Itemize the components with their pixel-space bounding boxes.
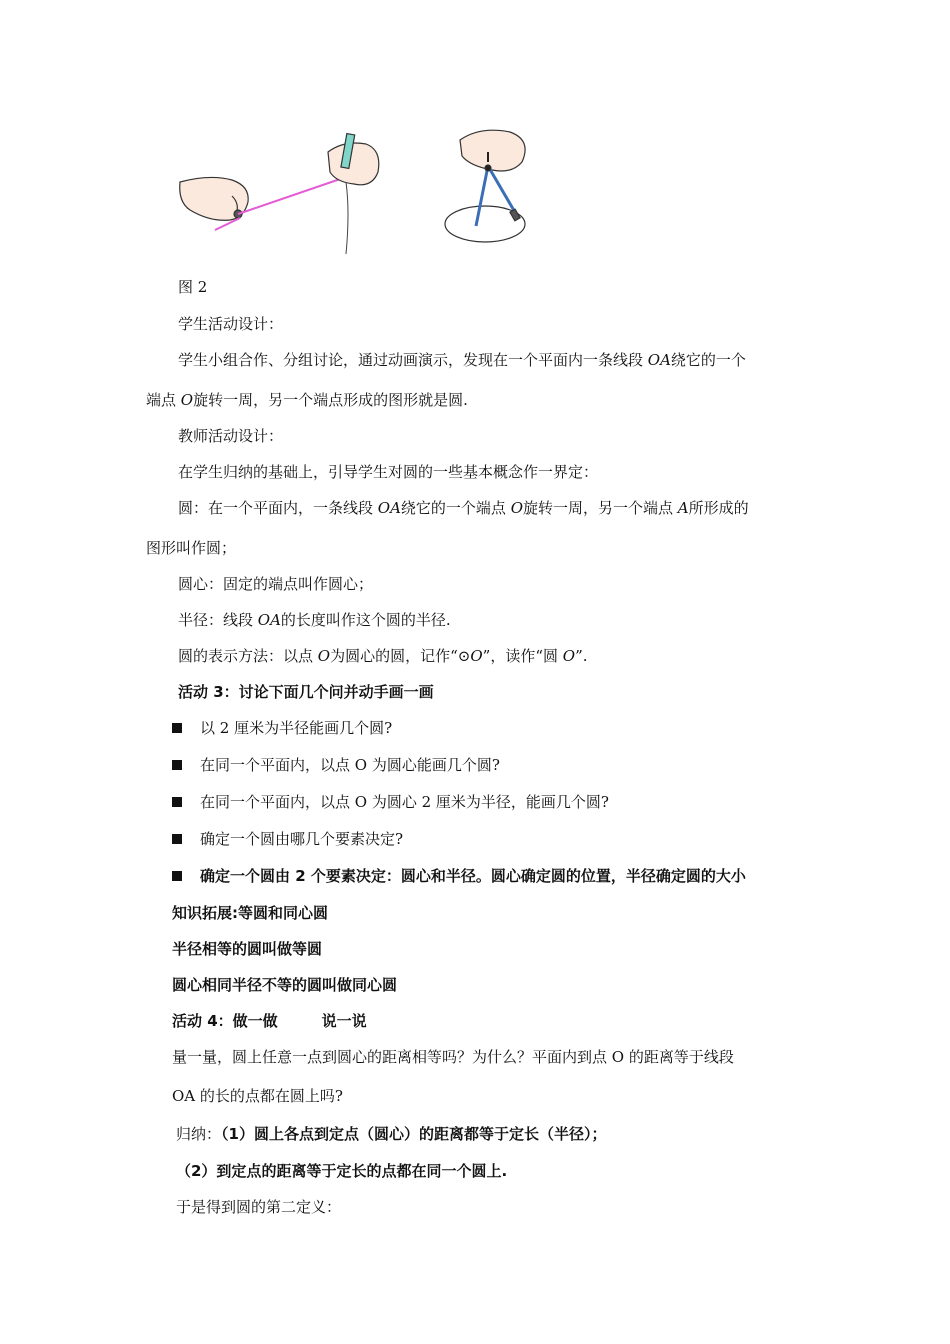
list-item: 确定一个圆由 2 个要素决定：圆心和半径。圆心确定圆的位置，半径确定圆的大小 bbox=[172, 866, 746, 886]
hand-string-illustration bbox=[180, 134, 379, 254]
activity-3-heading: 活动 3：讨论下面几个问并动手画一画 bbox=[178, 683, 434, 701]
activity-4-heading: 活动 4：做一做 说一说 bbox=[172, 1012, 367, 1030]
paragraph-line: 图形叫作圆； bbox=[146, 539, 237, 557]
paragraph-line: 量一量，圆上任意一点到圆心的距离相等吗？为什么？平面内到点 O 的距离等于线段 bbox=[172, 1048, 734, 1066]
square-bullet-icon bbox=[172, 834, 182, 844]
square-bullet-icon bbox=[172, 871, 182, 881]
square-bullet-icon bbox=[172, 723, 182, 733]
center-definition: 圆心：固定的端点叫作圆心； bbox=[178, 575, 374, 593]
circle-definition: 圆：在一个平面内，一条线段 OA绕它的一个端点 O旋转一周，另一个端点 A所形成的 bbox=[178, 499, 749, 517]
notation-line: 圆的表示方法：以点 O为圆心的圆，记作“⊙O”，读作“圆 O”. bbox=[178, 647, 588, 665]
teacher-activity-heading: 教师活动设计： bbox=[178, 427, 284, 445]
square-bullet-icon bbox=[172, 797, 182, 807]
knowledge-extension-heading: 知识拓展:等圆和同心圆 bbox=[172, 904, 328, 922]
square-bullet-icon bbox=[172, 760, 182, 770]
summary-line: （2）到定点的距离等于定长的点都在同一个圆上. bbox=[176, 1162, 508, 1180]
radius-definition: 半径：线段 OA的长度叫作这个圆的半径. bbox=[178, 611, 451, 629]
second-definition-intro: 于是得到圆的第二定义： bbox=[176, 1198, 342, 1216]
concentric-circles-definition: 圆心相同半径不等的圆叫做同心圆 bbox=[172, 976, 398, 994]
paragraph-line: OA 的长的点都在圆上吗? bbox=[172, 1087, 343, 1105]
equal-circles-definition: 半径相等的圆叫做等圆 bbox=[172, 940, 323, 958]
list-item: 在同一个平面内，以点 O 为圆心能画几个圆? bbox=[172, 755, 500, 775]
compass-illustration bbox=[445, 130, 525, 242]
list-item: 在同一个平面内，以点 O 为圆心 2 厘米为半径，能画几个圆? bbox=[172, 792, 609, 812]
paragraph-line: 学生小组合作、分组讨论，通过动画演示，发现在一个平面内一条线段 OA绕它的一个 bbox=[178, 351, 746, 369]
summary-line: 归纳：（1）圆上各点到定点（圆心）的距离都等于定长（半径）； bbox=[176, 1125, 607, 1143]
paragraph-line: 端点 O旋转一周，另一个端点形成的图形就是圆. bbox=[146, 391, 468, 409]
list-item: 以 2 厘米为半径能画几个圆? bbox=[172, 718, 392, 738]
paragraph-line: 在学生归纳的基础上，引导学生对圆的一些基本概念作一界定： bbox=[178, 463, 599, 481]
figure-circle-drawing bbox=[170, 122, 550, 262]
student-activity-heading: 学生活动设计： bbox=[178, 315, 284, 333]
figure-caption: 图 2 bbox=[178, 278, 208, 296]
list-item: 确定一个圆由哪几个要素决定? bbox=[172, 829, 403, 849]
